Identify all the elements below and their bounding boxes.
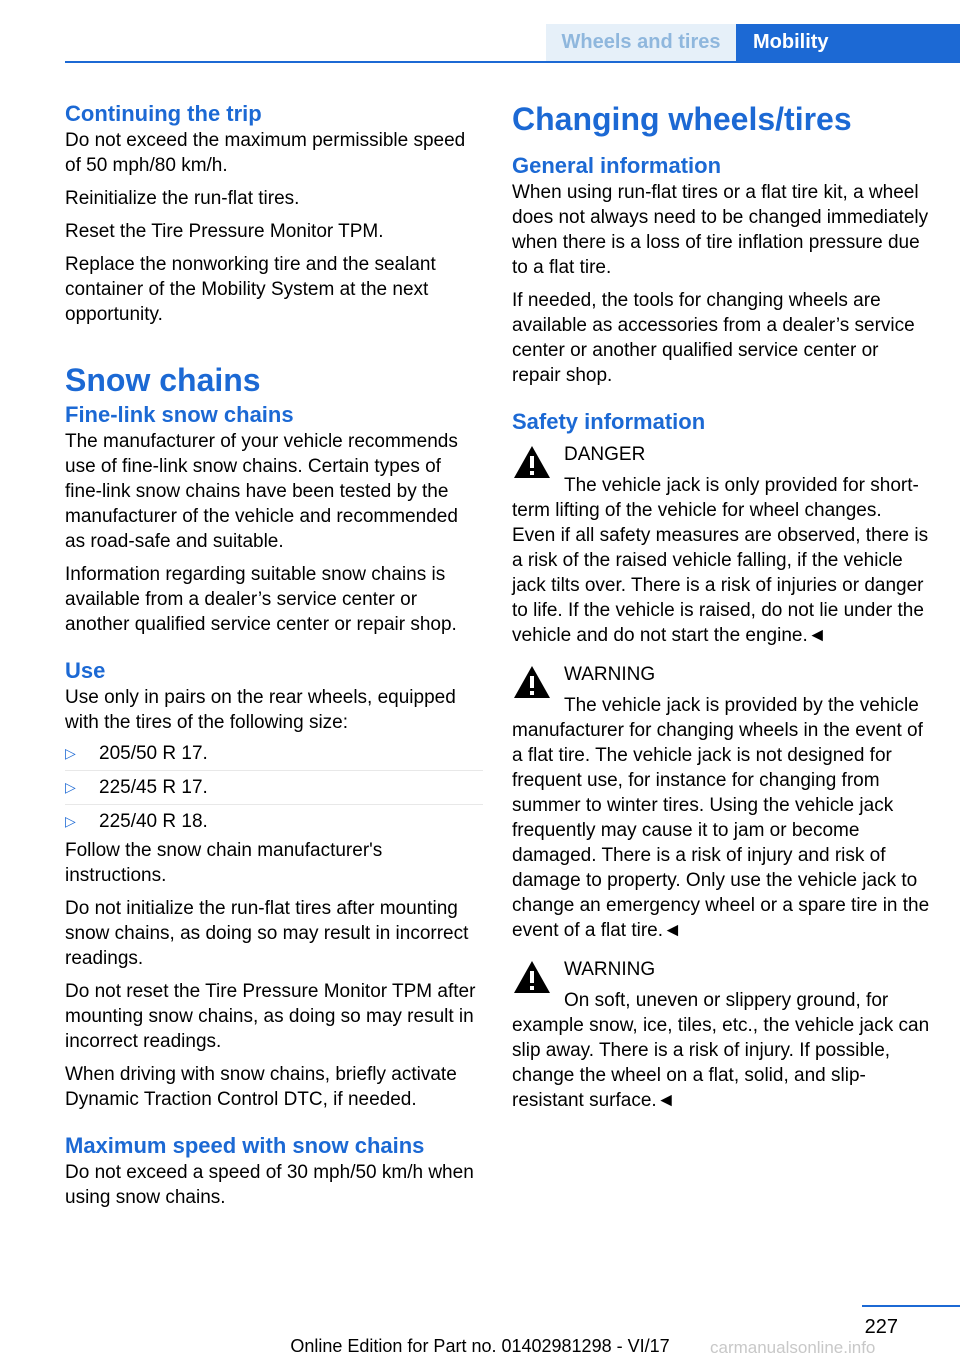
- paragraph: When driving with snow chains, briefly activate Dynamic Traction Control DTC, if needed.: [65, 1064, 457, 1110]
- list-item-text: 225/40 R 18.: [99, 811, 208, 832]
- list-item: [65, 771, 483, 805]
- paragraph: The manufacturer of your vehicle recommends use of fine-link snow chains. Certain types of fine-link snow chains have been tested by the manufacturer of the vehicle and recommended as road-safe and suitable.: [65, 431, 458, 552]
- footer-rule: [862, 1305, 960, 1307]
- paragraph: Use only in pairs on the rear wheels, equipped with the tires of the following size:: [65, 687, 456, 733]
- heading-snow-chains: Snow chains: [65, 362, 261, 398]
- watermark: carmanualsonline.info: [710, 1338, 876, 1357]
- paragraph: If needed, the tools for changing wheels are available as accessories from a dealer’s service center or another qualified service center or repair shop.: [512, 290, 915, 386]
- edition-note: Online Edition for Part no. 01402981298 - VI/17: [290, 1336, 670, 1356]
- warning-label: WARNING: [564, 664, 656, 685]
- paragraph: Follow the snow chain manufacturer's instructions.: [65, 840, 383, 886]
- paragraph: Do not reset the Tire Pressure Monitor TPM after mounting snow chains, as doing so may result in incorrect readings.: [65, 981, 476, 1052]
- header-chapter-tab: [736, 24, 960, 61]
- warning-triangle-icon: [512, 959, 552, 995]
- heading-changing-wheels: Changing wheels/tires: [512, 101, 852, 137]
- header-rule: [65, 61, 960, 63]
- paragraph: Replace the nonworking tire and the sealant container of the Mobility System at the next opportunity.: [65, 254, 436, 325]
- paragraph: When using run-flat tires or a flat tire kit, a wheel does not always need to be changed immediately when there is a loss of tire inflation pressure due to a flat tire.: [512, 182, 929, 278]
- paragraph: Do not exceed the maximum permissible speed of 50 mph/80 km/h.: [65, 130, 466, 176]
- warning-box: [512, 662, 930, 943]
- warning-text: The vehicle jack is only provided for short-term lifting of the vehicle for wheel changes. Even if all safety measures are observed, there is a risk of the raised vehicle falling, if the vehicle jack tilts over. There is a risk of injuries or danger to life. If the vehicle is raised, do not lie under the vehicle and do not start the engine.◄: [512, 475, 929, 646]
- list-item: [65, 737, 483, 771]
- paragraph: Reinitialize the run-flat tires.: [65, 188, 300, 209]
- warning-label: DANGER: [564, 444, 646, 465]
- heading-safety-information: Safety information: [512, 409, 706, 434]
- header-chapter-label: Mobility: [753, 31, 829, 53]
- heading-max-speed: Maximum speed with snow chains: [65, 1133, 425, 1158]
- heading-fine-link: Fine-link snow chains: [65, 402, 294, 427]
- triangle-right-icon: ▷: [65, 779, 76, 795]
- warning-text: The vehicle jack is provided by the vehicle manufacturer for changing wheels in the event of a flat tire. The vehicle jack is not designed for frequent use, for instance for changing from summer to winter tires. Using the vehicle jack frequently may cause it to jam or become damaged. There is a risk of injury and risk of damage to property. Only use the vehicle jack to change an emergency wheel or a spare tire in the event of a flat tire.◄: [512, 695, 930, 941]
- left-column: [65, 100, 483, 1218]
- page-number: 227: [864, 1316, 898, 1338]
- warning-box: [512, 442, 930, 648]
- heading-use: Use: [65, 658, 106, 683]
- right-column: [512, 100, 930, 1127]
- warning-text: On soft, uneven or slippery ground, for example snow, ice, tiles, etc., the vehicle jack can slip away. There is a risk of injury. If possible, change the wheel on a flat, solid, and slip-resistant surface.◄: [512, 990, 930, 1111]
- paragraph: Reset the Tire Pressure Monitor TPM.: [65, 221, 384, 242]
- list-item: [65, 805, 483, 838]
- paragraph: Information regarding suitable snow chains is available from a dealer’s service center or another qualified service center or repair shop.: [65, 564, 457, 635]
- heading-general-information: General information: [512, 153, 722, 178]
- heading-continuing-trip: Continuing the trip: [65, 101, 262, 126]
- warning-box: [512, 957, 930, 1113]
- triangle-right-icon: ▷: [65, 813, 76, 829]
- list-item-text: 205/50 R 17.: [99, 743, 208, 764]
- paragraph: Do not exceed a speed of 30 mph/50 km/h when using snow chains.: [65, 1162, 474, 1208]
- triangle-right-icon: ▷: [65, 745, 76, 761]
- header-section-tab: Wheels and tires: [546, 24, 736, 61]
- list-item-text: 225/45 R 17.: [99, 777, 208, 798]
- paragraph: Do not initialize the run-flat tires after mounting snow chains, as doing so may result in incorrect readings.: [65, 898, 469, 969]
- warning-label: WARNING: [564, 959, 656, 980]
- warning-triangle-icon: [512, 664, 552, 700]
- warning-triangle-icon: [512, 444, 552, 480]
